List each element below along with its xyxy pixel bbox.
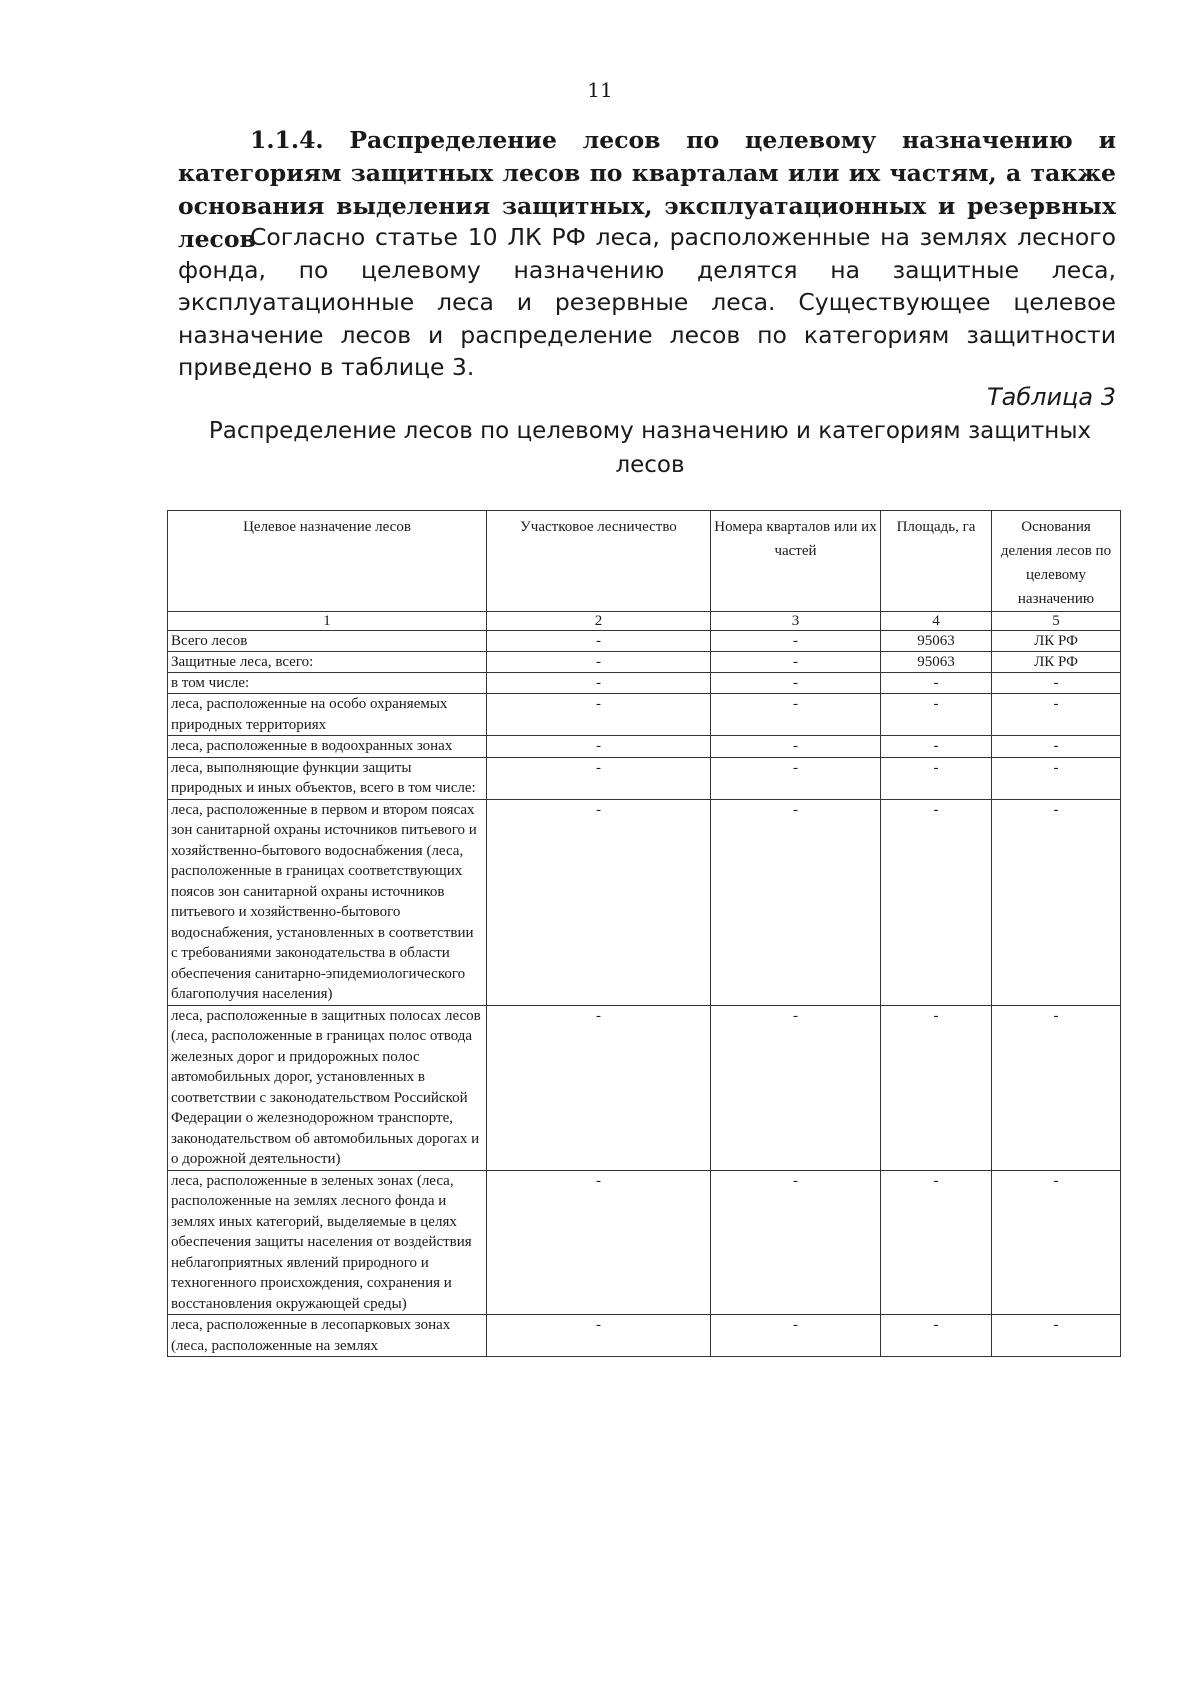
row-basis: - (992, 673, 1121, 694)
row-quarters: - (711, 1005, 881, 1170)
column-number: 3 (711, 612, 881, 631)
column-number: 2 (487, 612, 711, 631)
row-quarters: - (711, 631, 881, 652)
row-basis: ЛК РФ (992, 631, 1121, 652)
row-quarters: - (711, 1315, 881, 1357)
column-number-row (168, 612, 1121, 631)
table-header-row (168, 511, 1121, 612)
table-row (168, 757, 1121, 799)
row-basis: ЛК РФ (992, 652, 1121, 673)
row-quarters: - (711, 757, 881, 799)
row-name: леса, расположенные в защитных полосах лесов (леса, расположенные в границах полос отвода железных дорог и придорожных полос автомобильных дорог, установленных в соответствии с законодательством Российской Федерации о железнодорожном транспорте, законодательством об автомобильных дорогах и о дорожной деятельности) (168, 1005, 487, 1170)
row-area: - (881, 694, 992, 736)
row-area: - (881, 757, 992, 799)
header-quarters: Номера кварталов или их частей (711, 511, 881, 612)
table-row (168, 1170, 1121, 1315)
row-name: в том числе: (168, 673, 487, 694)
row-name: леса, расположенные в водоохранных зонах (168, 736, 487, 758)
row-forestry: - (487, 1315, 711, 1357)
row-name: леса, расположенные в зеленых зонах (леса, расположенные на землях лесного фонда и землях иных категорий, выделяемые в целях обеспечения защиты населения от воздействия неблагоприятных явлений природного и техногенного происхождения, сохранения и восстановления окружающей среды) (168, 1170, 487, 1315)
table-caption: Распределение лесов по целевому назначению и категориям защитных лесов (208, 418, 1092, 478)
row-area: - (881, 1170, 992, 1315)
row-forestry: - (487, 673, 711, 694)
row-name: леса, расположенные в лесопарковых зонах (леса, расположенные на землях (168, 1315, 487, 1357)
column-number: 1 (168, 612, 487, 631)
header-area: Площадь, га (881, 511, 992, 612)
row-forestry: - (487, 1005, 711, 1170)
row-name: леса, выполняющие функции защиты природных и иных объектов, всего в том числе: (168, 757, 487, 799)
row-area: - (881, 736, 992, 758)
row-basis: - (992, 694, 1121, 736)
row-area: - (881, 1005, 992, 1170)
row-area: - (881, 673, 992, 694)
row-forestry: - (487, 1170, 711, 1315)
row-forestry: - (487, 652, 711, 673)
row-basis: - (992, 736, 1121, 758)
column-number: 4 (881, 612, 992, 631)
row-quarters: - (711, 673, 881, 694)
page-number: 11 (587, 78, 613, 102)
body-paragraph: Согласно статье 10 ЛК РФ леса, расположенные на землях лесного фонда, по целевому назначению делятся на защитные леса, эксплуатационные леса и резервные леса. Существующее целевое назначение лесов и распределение лесов по категориям защитности приведено в таблице 3. (178, 223, 1116, 381)
table-row (168, 1315, 1121, 1357)
row-basis: - (992, 1170, 1121, 1315)
table-row (168, 694, 1121, 736)
row-name: леса, расположенные на особо охраняемых природных территориях (168, 694, 487, 736)
row-quarters: - (711, 736, 881, 758)
table-row (168, 673, 1121, 694)
row-quarters: - (711, 799, 881, 1005)
forest-distribution-table (167, 510, 1121, 1357)
table-row (168, 652, 1121, 673)
row-quarters: - (711, 694, 881, 736)
row-name: Защитные леса, всего: (168, 652, 487, 673)
row-area: - (881, 799, 992, 1005)
row-name: Всего лесов (168, 631, 487, 652)
row-quarters: - (711, 1170, 881, 1315)
table-label: Таблица 3 (986, 383, 1116, 411)
table-row (168, 631, 1121, 652)
row-basis: - (992, 757, 1121, 799)
row-forestry: - (487, 694, 711, 736)
table-row (168, 736, 1121, 758)
row-area: - (881, 1315, 992, 1357)
table-row (168, 1005, 1121, 1170)
header-basis: Основания деления лесов по целевому назначению (992, 511, 1121, 612)
row-forestry: - (487, 757, 711, 799)
header-purpose: Целевое назначение лесов (168, 511, 487, 612)
row-quarters: - (711, 652, 881, 673)
row-name: леса, расположенные в первом и втором поясах зон санитарной охраны источников питьевого и хозяйственно-бытового водоснабжения (леса, расположенные в границах соответствующих поясов зон санитарной охраны источников питьевого и хозяйственно-бытового водоснабжения, установленных в соответствии с требованиями законодательства в области обеспечения санитарно-эпидемиологического благополучия населения) (168, 799, 487, 1005)
header-forestry: Участковое лесничество (487, 511, 711, 612)
row-forestry: - (487, 799, 711, 1005)
row-basis: - (992, 1315, 1121, 1357)
row-forestry: - (487, 736, 711, 758)
row-area: 95063 (881, 652, 992, 673)
row-basis: - (992, 1005, 1121, 1170)
row-basis: - (992, 799, 1121, 1005)
row-area: 95063 (881, 631, 992, 652)
section-title: 1.1.4. Распределение лесов по целевому назначению и категориям защитных лесов по кварталам или их частям, а также основания выделения защитных, эксплуатационных и резервных лесов (178, 126, 1116, 253)
row-forestry: - (487, 631, 711, 652)
column-number: 5 (992, 612, 1121, 631)
table-row (168, 799, 1121, 1005)
